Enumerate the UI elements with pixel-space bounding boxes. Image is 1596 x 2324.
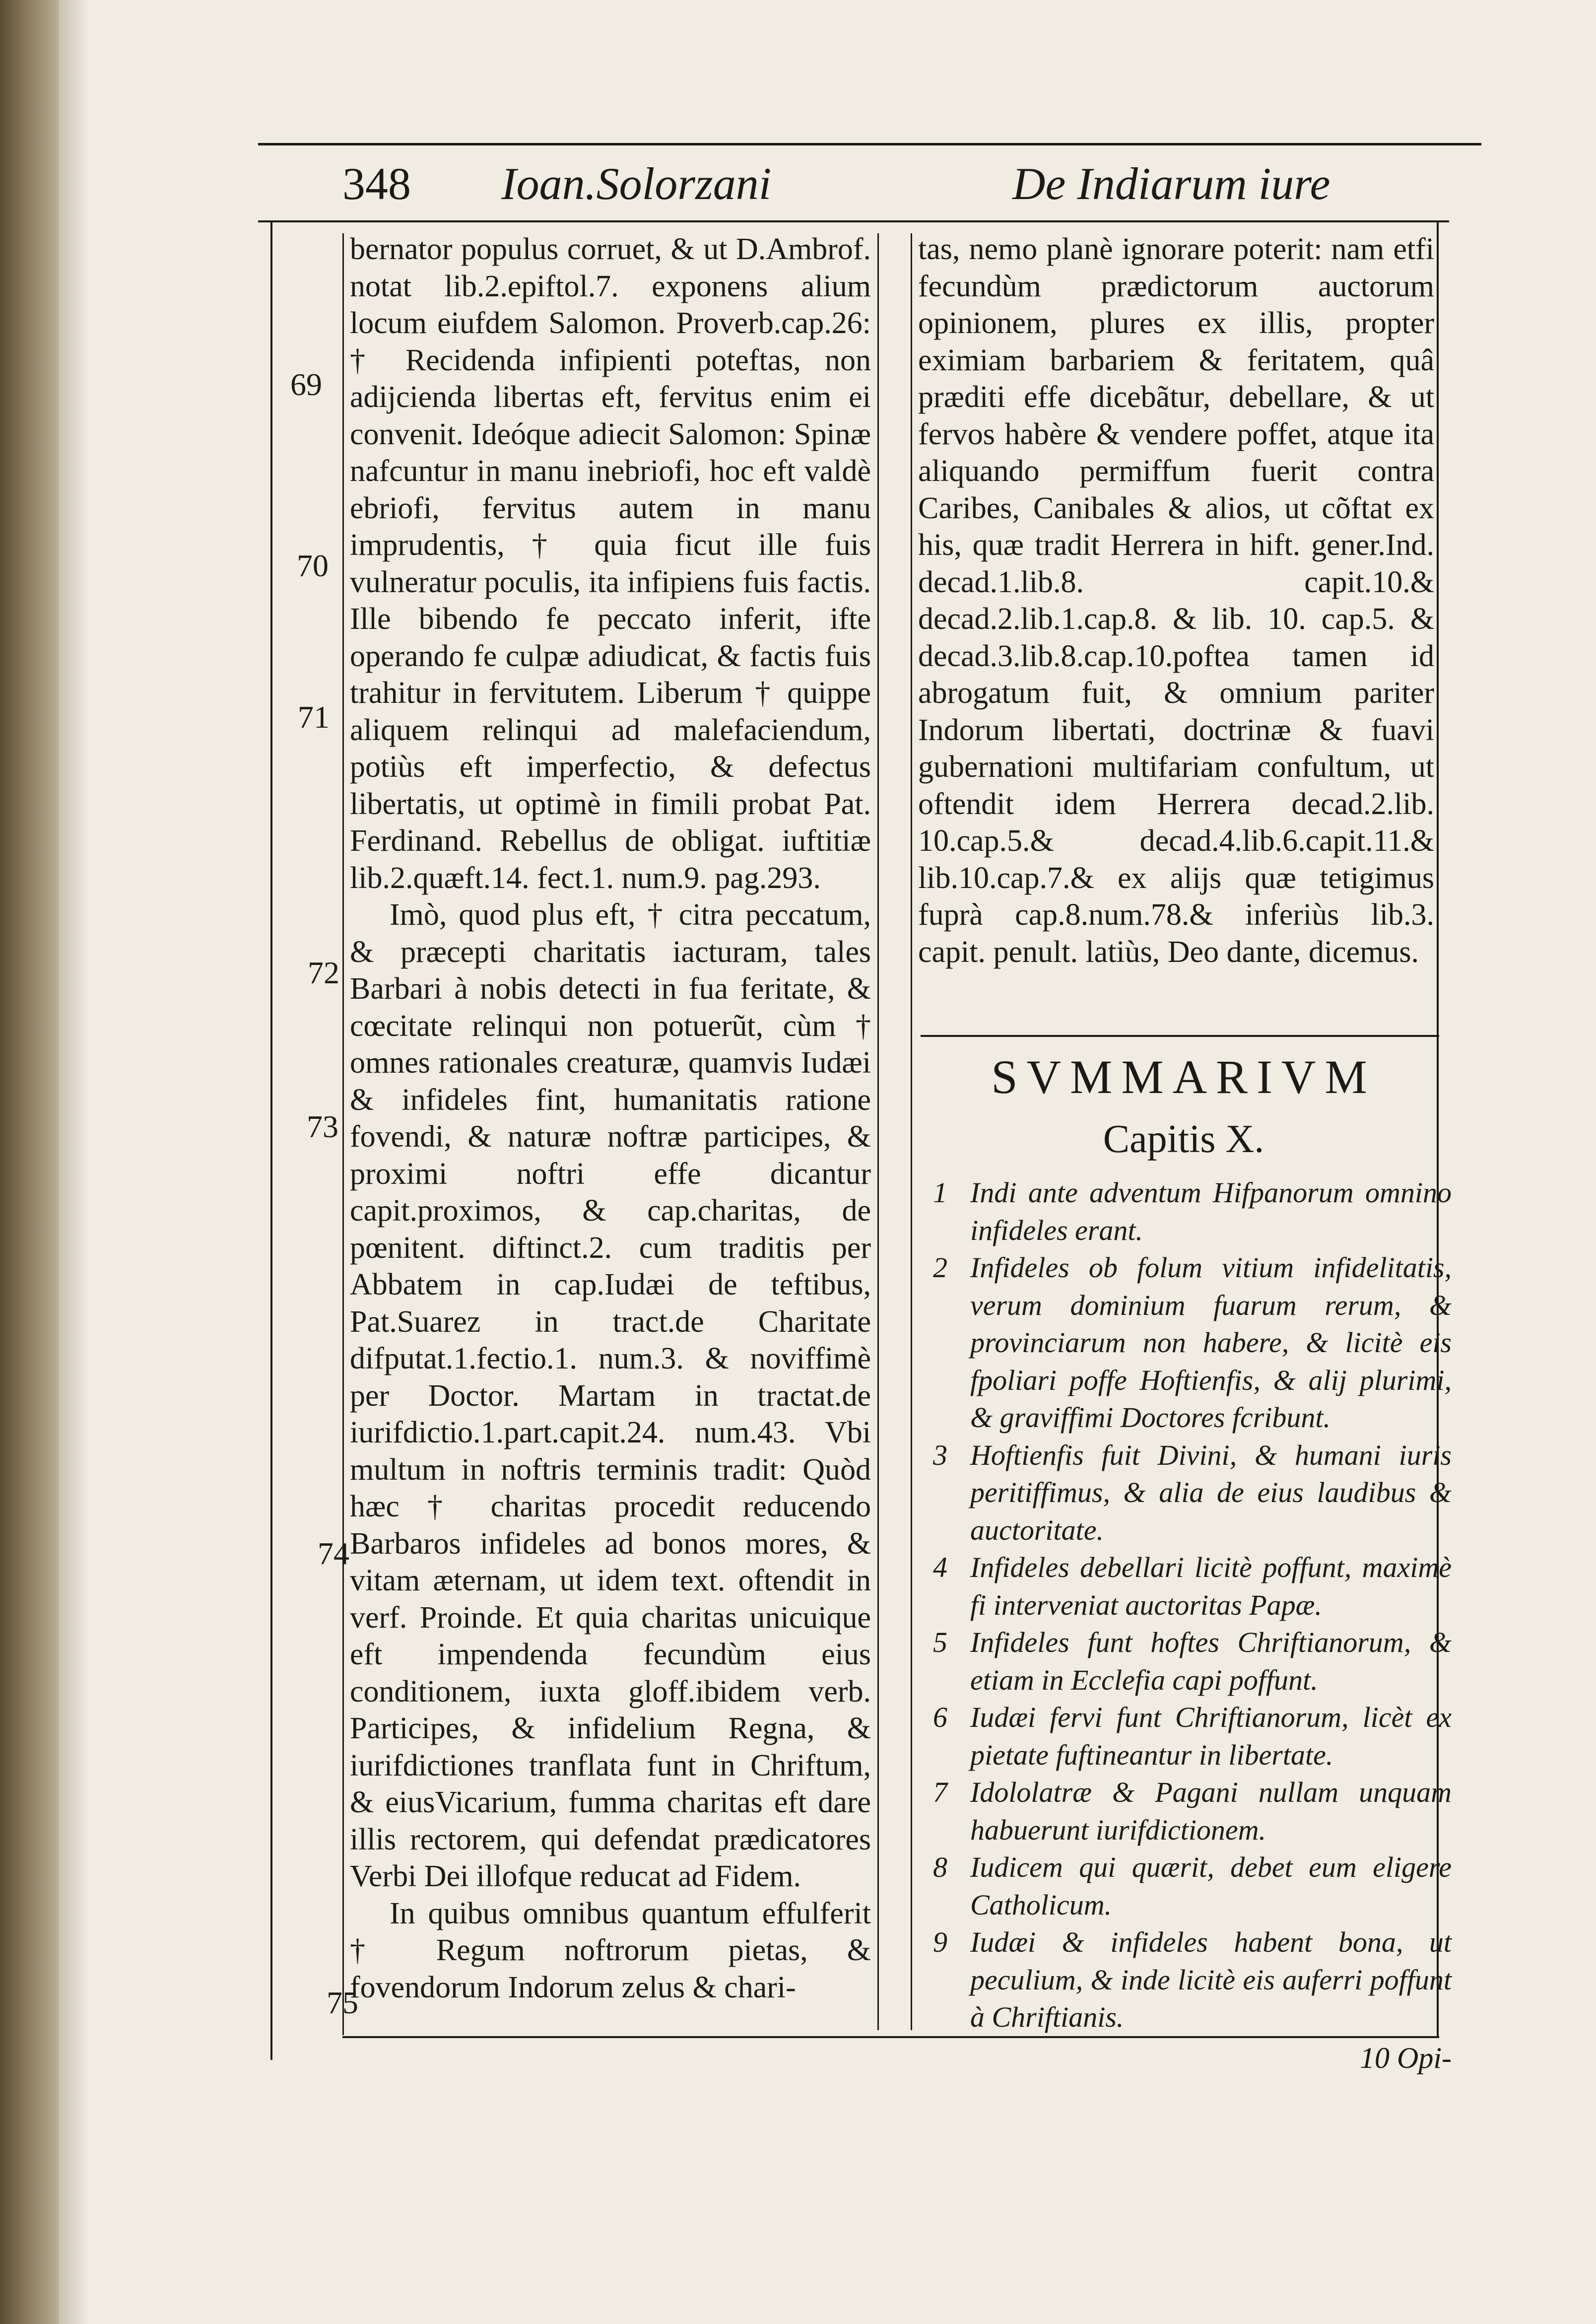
- summary-item-number: 5: [933, 1626, 947, 1658]
- frame-bottom-rule: [342, 2036, 1439, 2038]
- header-bottom-rule: [258, 220, 1449, 222]
- summary-item-text: Idololatræ & Pagani nullam unquam habuerunt iurifdictionem.: [970, 1776, 1452, 1846]
- summary-item-number: 2: [933, 1251, 947, 1284]
- summary-item: [923, 1699, 1452, 1774]
- summary-item-number: 3: [933, 1438, 947, 1471]
- summary-item-text: Infideles funt hoftes Chriftianorum, & etiam in Ecclefia capi poffunt.: [970, 1626, 1452, 1696]
- margin-number: 74: [318, 1536, 349, 1571]
- summary-item: [923, 1848, 1452, 1923]
- summary-item: [923, 1174, 1452, 1249]
- margin-number: 70: [297, 548, 329, 583]
- header-top-rule: [258, 143, 1481, 145]
- summarium-list: [923, 1174, 1452, 2036]
- summary-item: [923, 1774, 1452, 1848]
- summary-item: [923, 1549, 1452, 1624]
- summary-item: [923, 1436, 1452, 1549]
- summary-item: [923, 1923, 1452, 2036]
- margin-number: 73: [307, 1109, 338, 1144]
- book-binding: [0, 0, 59, 2324]
- running-head-author: Ioan.Solorzani: [501, 158, 772, 209]
- frame-left-rule: [270, 221, 272, 2060]
- summarium-title: SVMMARIVM: [991, 1050, 1376, 1103]
- summarium-divider: [921, 1035, 1439, 1037]
- left-column-rule: [342, 233, 344, 2035]
- right-column-text: [918, 231, 1434, 970]
- catchword: 10 Opi-: [1360, 2042, 1452, 2074]
- margin-number: 75: [327, 1985, 358, 2020]
- margin-number: 71: [298, 699, 330, 735]
- summary-item-number: 7: [933, 1776, 947, 1808]
- left-column-text: [350, 231, 871, 2006]
- summary-item-number: 4: [933, 1551, 947, 1583]
- margin-number: 69: [290, 367, 322, 402]
- summary-item-number: 9: [933, 1926, 947, 1958]
- summary-item-number: 1: [933, 1176, 947, 1209]
- summary-item-text: Indi ante adventum Hifpanorum omnino infideles erant.: [970, 1176, 1452, 1246]
- paragraph: In quibus omnibus quantum effulferit † Regum noftrorum pietas, & fovendorum Indorum zelus & chari-: [350, 1896, 871, 2004]
- page-number: 348: [342, 158, 411, 209]
- summary-item-text: Iudicem qui quærit, debet eum eligere Catholicum.: [970, 1851, 1452, 1921]
- summary-item-text: Infideles ob folum vitium infidelitatis, verum dominium fuarum rerum, & provinciarum non habere, & licitè eis fpoliari poffe Hoftienfis, & alij plurimi, & graviffimi Doctores fcribunt.: [970, 1251, 1452, 1434]
- summarium-subtitle: Capitis X.: [1103, 1117, 1264, 1161]
- summary-item-text: Iudæi & infideles habent bona, ut peculium, & inde licitè eis auferri poffunt à Chriftianis.: [970, 1926, 1452, 2033]
- summary-item-text: Hoftienfis fuit Divini, & humani iuris peritiffimus, & alia de eius laudibus & auctoritate.: [970, 1438, 1452, 1546]
- paragraph: Imò, quod plus eft, † citra peccatum, & præcepti charitatis iacturam, tales Barbari à nobis detecti in fua feritate, & cœcitate relinqui non potuerũt, cùm † omnes rationales creaturæ, quamvis Iudæi & infideles fint, humanitatis ratione fovendi, & naturæ noftræ participes, & proximi noftri effe dicantur capit.proximos, & cap.charitas, de pœnitent. diftinct.2. cum traditis per Abbatem in cap.Iudæi de teftibus, Pat.Suarez in tract.de Charitate difputat.1.fectio.1. num.3. & noviffimè per Doctor. Martam in tractat.de iurifdictio.1.part.capit.24. num.43. Vbi multum in noftris terminis tradit: Quòd hæc † charitas procedit reducendo Barbaros infideles ad bonos mores, & vitam æternam, ut idem text. oftendit in verf. Proinde. Et quia charitas unicuique eft impendenda fecundùm eius conditionem, iuxta gloff.ibidem verb. Participes, & infidelium Regna, & iurifdictiones tranflata funt in Chriftum, & eiusVicarium, fumma charitas eft dare illis rectorem, qui defendat prædicatores Verbi Dei illofque reducat ad Fidem.: [350, 898, 871, 1893]
- summary-item-text: Iudæi fervi funt Chriftianorum, licèt ex pietate fuftineantur in libertate.: [970, 1701, 1452, 1771]
- summary-item-number: 8: [933, 1851, 947, 1883]
- summary-item: [923, 1624, 1452, 1699]
- column-divider-right: [911, 233, 912, 2030]
- margin-number: 72: [308, 955, 339, 990]
- summary-item: [923, 1249, 1452, 1436]
- summary-item-text: Infideles debellari licitè poffunt, maximè fi interveniat auctoritas Papæ.: [970, 1551, 1452, 1621]
- page-edge-shadow: [59, 0, 88, 2324]
- column-divider-left: [877, 233, 879, 2030]
- running-head-title: De Indiarum iure: [1012, 158, 1330, 209]
- summary-item-number: 6: [933, 1701, 947, 1733]
- paragraph: tas, nemo planè ignorare poterit: nam etfi fecundùm prædictorum auctorum opinionem, plures ex illis, propter eximiam barbariem & feritatem, quâ præditi effe dicebãtur, debellare, & ut fervos habère & vendere poffet, atque ita aliquando permiffum fuerit contra Caribes, Canibales & alios, ut cõftat ex his, quæ tradit Herrera in hift. gener.Ind. decad.1.lib.8. capit.10.& decad.2.lib.1.cap.8. & lib. 10. cap.5. & decad.3.lib.8.cap.10.poftea tamen id abrogatum fuit, & omnium pariter Indorum libertati, doctrinæ & fuavi gubernationi multifariam confultum, ut oftendit idem Herrera decad.2.lib. 10.cap.5.& decad.4.lib.6.capit.11.& lib.10.cap.7.& ex alijs quæ tetigimus fuprà cap.8.num.78.& inferiùs lib.3. capit. penult. latiùs, Deo dante, dicemus.: [918, 232, 1434, 969]
- paragraph: bernator populus corruet, & ut D.Ambrof. notat lib.2.epiftol.7. exponens alium locum eiufdem Salomon. Proverb.cap.26: † Recidenda infipienti poteftas, non adijcienda libertas eft, fervitus enim ei convenit. Ideóque adiecit Salomon: Spinæ nafcuntur in manu inebriofi, hoc eft valdè ebriofi, fervitus autem in manu imprudentis, † quia ficut ille fuis vulneratur poculis, ita infipiens fuis factis. Ille bibendo fe peccato inferit, ifte operando fe culpæ adiudicat, & factis fuis trahitur in fervitutem. Liberum † quippe aliquem relinqui ad malefaciendum, potiùs eft imperfectio, & defectus libertatis, ut optimè in fimili probat Pat. Ferdinand. Rebellus de obligat. iuftitiæ lib.2.quæft.14. fect.1. num.9. pag.293.: [350, 232, 871, 895]
